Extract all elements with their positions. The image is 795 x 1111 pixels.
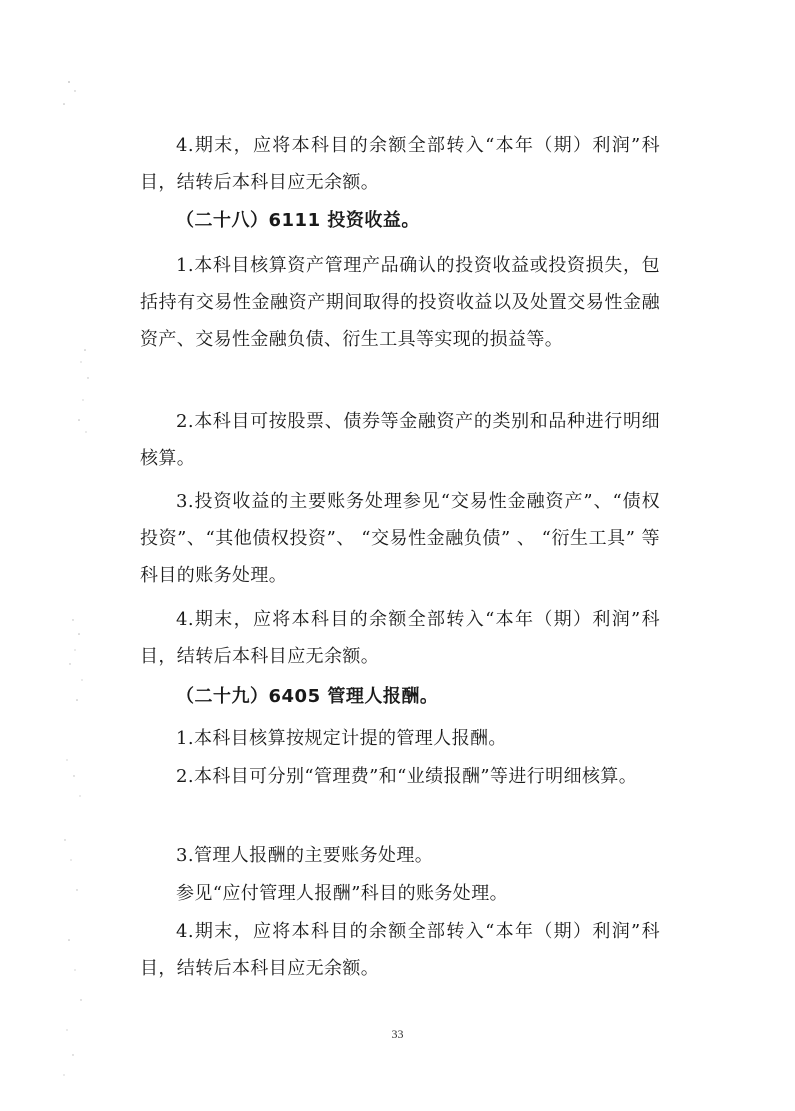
paragraph-period-end-transfer-3: 4.期末，应将本科目的余额全部转入“本年（期）利润”科目，结转后本科目应无余额。 [140,921,660,979]
paragraph-investment-income-detail: 2.本科目可按股票、债券等金融资产的类别和品种进行明细核算。 [140,411,660,469]
scan-artifact-marks [55,60,115,1100]
paragraph-period-end-transfer-2: 4.期末，应将本科目的余额全部转入“本年（期）利润”科目，结转后本科目应无余额。 [140,609,660,667]
paragraph-manager-remuneration-accounting: 3.管理人报酬的主要账务处理。 [176,845,434,866]
paragraph-investment-income-scope: 1.本科目核算资产管理产品确认的投资收益或投资损失，包括持有交易性金融资产期间取得的投资收益以及处置交易性金融资产、交易性金融负债、衍生工具等实现的损益等。 [140,255,660,350]
paragraph-period-end-transfer-1: 4.期末，应将本科目的余额全部转入“本年（期）利润”科目，结转后本科目应无余额。 [140,135,660,193]
paragraph-investment-income-accounting: 3.投资收益的主要账务处理参见“交易性金融资产”、“债权投资”、“其他债权投资”、 “交易性金融负债” 、 “衍生工具” 等科目的账务处理。 [140,491,660,586]
section-heading-manager-remuneration: （二十九）6405 管理人报酬。 [176,686,439,707]
section-heading-investment-income: （二十八）6111 投资收益。 [176,210,420,231]
paragraph-manager-remuneration-reference: 参见“应付管理人报酬”科目的账务处理。 [176,883,509,904]
paragraph-manager-remuneration-scope: 1.本科目核算按规定计提的管理人报酬。 [176,728,507,749]
paragraph-manager-remuneration-detail: 2.本科目可分别“管理费”和“业绩报酬”等进行明细核算。 [176,766,638,787]
page-number: 33 [391,1027,404,1041]
